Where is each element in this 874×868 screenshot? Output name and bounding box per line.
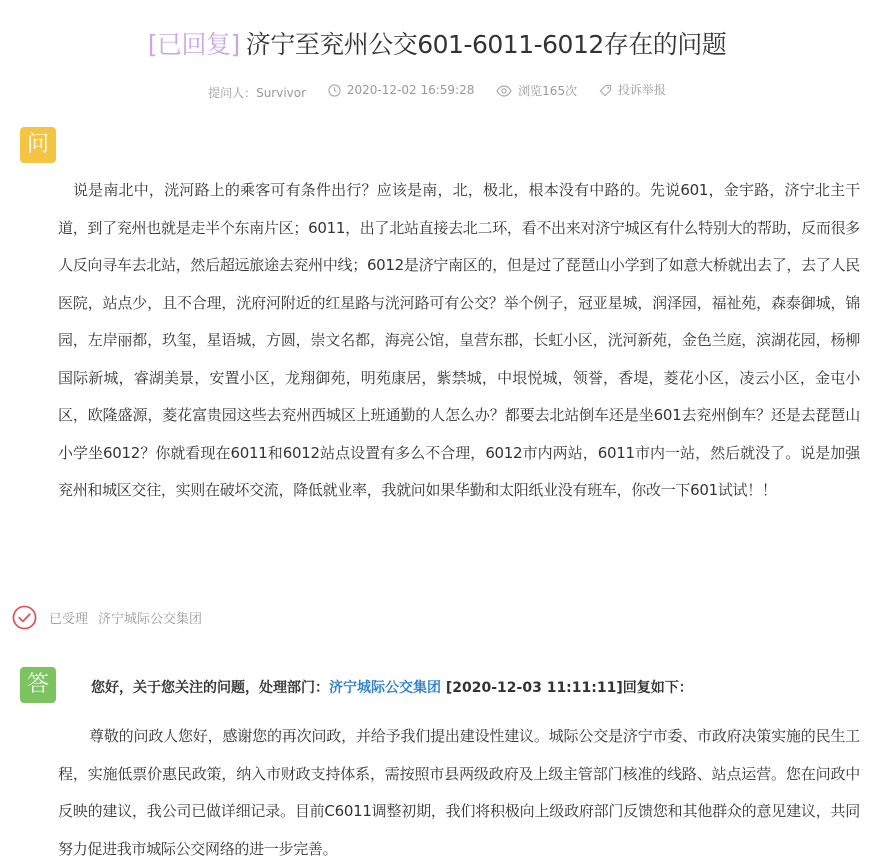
reply-date: [2020-12-03 11:11:11]回复如下： bbox=[441, 680, 693, 696]
page-title bbox=[0, 26, 874, 64]
title-text: 济宁至兖州公交601-6011-6012存在的问题 bbox=[245, 30, 727, 59]
asker bbox=[208, 83, 306, 103]
question-body: 说是南北中，洸河路上的乘客可有条件出行？应该是南，北，极北，根本没有中路的。先说601，金宇路，济宁北主干道，到了兖州也就是走半个东南片区；6011，出了北站直接去北二环，看不出来对济宁城区有什么特别大的帮助，反而很多人反向寻车去北站，然后超远旅途去兖州中线；6012是济宁南区的，但是过了琵琶山小学到了如意大桥就出去了，去了人民医院，站点少，且不合理，洸府河附近的红星路与洸河路可有公交？举个例子，冠亚星城，润泽园，福祉苑，森泰御城，锦园，左岸丽都，玖玺，星语城，方圆，崇文名都，海亮公馆，皇营东郡，长虹小区，洸河新苑，金色兰庭，滨湖花园，杨柳国际新城，睿湖美景，安置小区，龙翔御苑，明苑康居，紫禁城，中垠悦城，领誉，香堤，菱花小区，凌云小区，金屯小区，欧隆盛源，菱花富贵园这些去兖州西城区上班通勤的人怎么办？都要去北站倒车还是坐601去兖州倒车？还是去琵琶山小学坐6012？你就看现在6011和6012站点设置有多么不合理，6012市内两站，6011市内一站，然后就没了。说是加强兖州和城区交往，实则在破坏交流，降低就业率，我就问如果华勤和太阳纸业没有班车，你改一下601试试！！ bbox=[58, 181, 860, 499]
report-text[interactable]: 投诉举报 bbox=[617, 83, 666, 97]
reply-header bbox=[91, 676, 871, 700]
answer-body: 尊敬的问政人您好，感谢您的再次问政，并给予我们提出建设性建议。城际公交是济宁市委、市政府决策实施的民生工程，实施低票价惠民政策，纳入市财政支持体系，需按照市县两级政府及上级主管部门核准的线路、站点运营。您在问政中反映的建议，我公司已做详细记录。目前C6011调整初期，我们将积极向上级政府部门反馈您和其他群众的意见建议，共同努力促进我市城际公交网络的进一步完善。 bbox=[58, 727, 860, 858]
post-datetime: 2020-12-02 16:59:28 bbox=[346, 83, 475, 97]
view-count bbox=[496, 81, 577, 101]
question-badge: 问 bbox=[20, 127, 56, 163]
views-text: 浏览165次 bbox=[518, 83, 578, 98]
department-link[interactable]: 济宁城际公交集团 bbox=[329, 680, 441, 696]
clock-icon bbox=[328, 84, 341, 97]
asker-label: 提问人：Survivor bbox=[208, 85, 307, 100]
accepted-status bbox=[12, 604, 212, 630]
meta-bar bbox=[0, 80, 874, 103]
status-tag: [已回复] bbox=[147, 30, 240, 59]
report-link[interactable] bbox=[599, 80, 666, 100]
tag-icon bbox=[599, 84, 612, 97]
post-time bbox=[328, 80, 474, 100]
eye-icon bbox=[496, 85, 512, 97]
accepted-department: 济宁城际公交集团 bbox=[98, 611, 203, 627]
accepted-label: 已受理 bbox=[49, 611, 89, 627]
check-circle-icon bbox=[12, 605, 37, 630]
answer-badge: 答 bbox=[20, 667, 56, 703]
reply-intro: 您好，关于您关注的问题，处理部门： bbox=[91, 680, 329, 696]
